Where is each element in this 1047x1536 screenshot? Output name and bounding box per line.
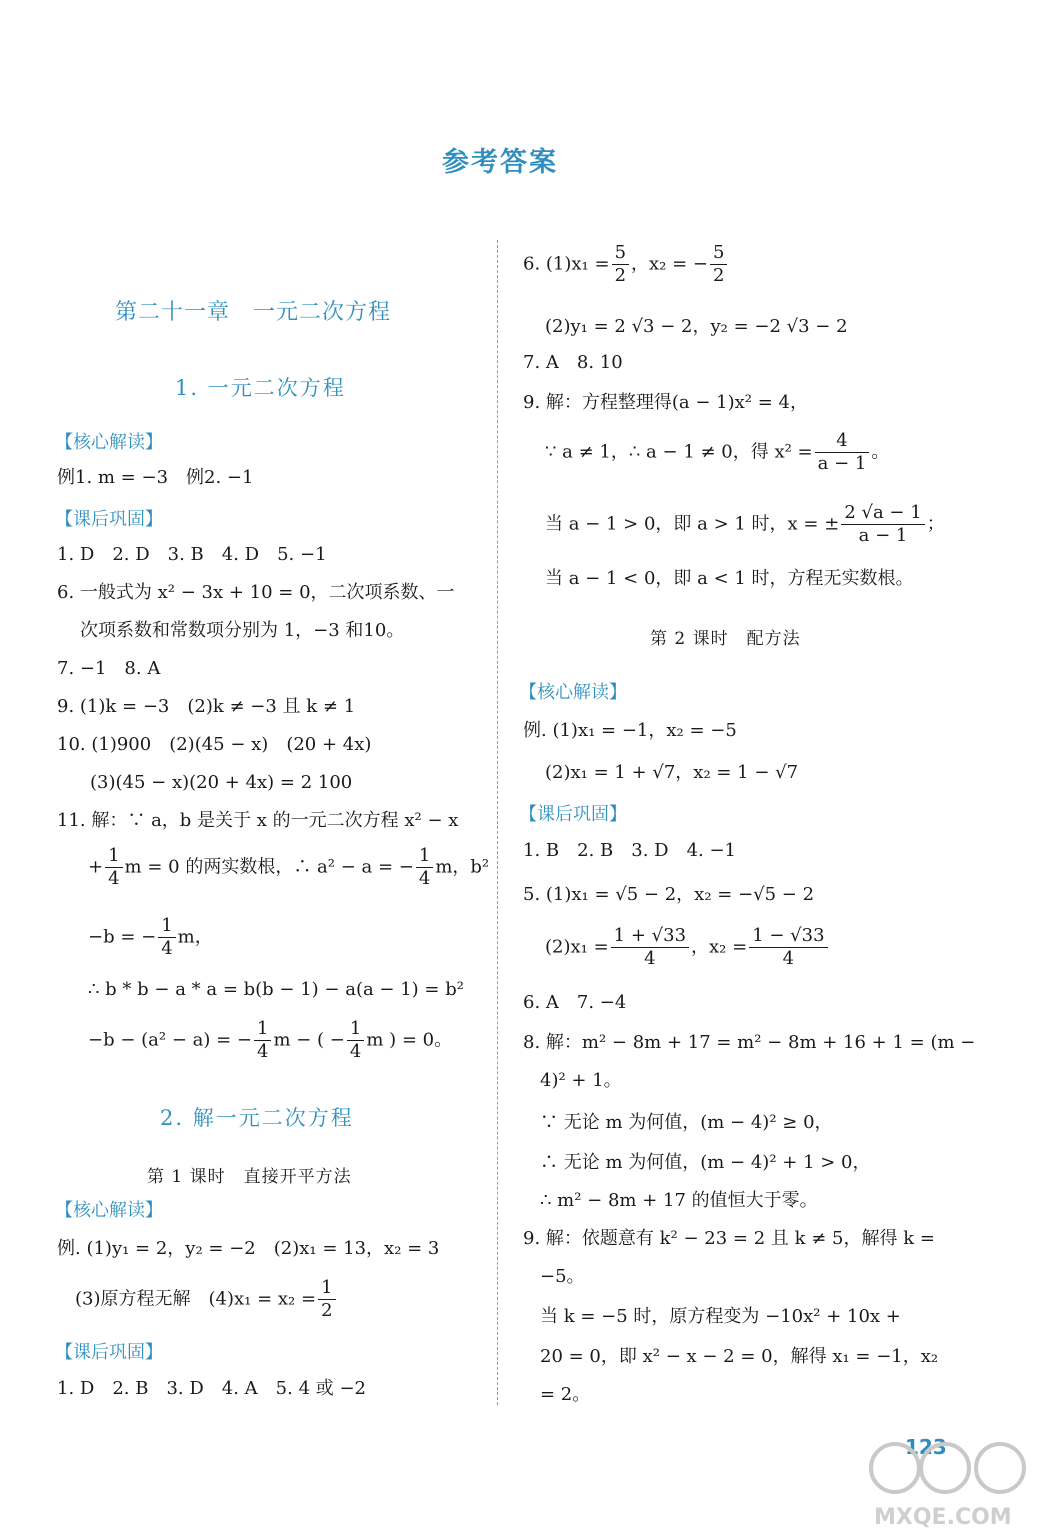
- answer-line: ∴ 无论 m 为何值，(m − 4)² + 1 > 0，: [540, 1152, 871, 1173]
- answer-line: 1. D 2. D 3. B 4. D 5. −1: [57, 544, 327, 565]
- fraction: $\frac{1 + √33}{4}$: [611, 925, 689, 970]
- fraction: $\frac{5}{2}$: [612, 242, 629, 287]
- lesson-heading-1: 第 1 课时 直接开平方法: [147, 1167, 352, 1187]
- answer-line: 7. A 8. 10: [523, 352, 623, 373]
- svg-text:MXQE.COM: MXQE.COM: [874, 1505, 1012, 1530]
- math-text: (2)x₁ =: [545, 936, 609, 958]
- page-title: 参考答案: [442, 147, 558, 178]
- answer-line: (2)x₁ = 1 + √7，x₂ = 1 − √7: [545, 762, 799, 783]
- tag-after-class: 【课后巩固】: [55, 509, 163, 530]
- answer-line: 8. 解：m² − 8m + 17 = m² − 8m + 16 + 1 = (m −: [523, 1032, 976, 1053]
- answer-line: 当 k = −5 时，原方程变为 −10x² + 10x +: [540, 1306, 901, 1327]
- math-text: 当 a − 1 > 0，即 a > 1 时，x = ±: [545, 513, 840, 535]
- answer-line: [545, 925, 830, 970]
- answer-line: −5。: [540, 1266, 585, 1287]
- fraction: $\frac{1}{2}$: [318, 1277, 335, 1322]
- answer-line: [88, 845, 489, 890]
- math-text: m，: [177, 926, 213, 948]
- math-text: −b − (a² − a) = −: [88, 1029, 252, 1051]
- tag-after-class: 【课后巩固】: [55, 1342, 163, 1363]
- math-text: ，x₂ = −: [631, 253, 709, 275]
- fraction: $\frac{1}{4}$: [105, 845, 122, 890]
- answer-line: [88, 1018, 452, 1063]
- fraction: $\frac{4}{a - 1}$: [815, 430, 870, 475]
- answer-line: [545, 430, 889, 475]
- answer-line: 9. (1)k = −3 (2)k ≠ −3 且 k ≠ 1: [57, 696, 356, 717]
- math-text: 。: [871, 441, 890, 463]
- answer-line: [545, 502, 945, 547]
- fraction: $\frac{1}{4}$: [158, 915, 175, 960]
- fraction: $\frac{2 √a - 1}{a - 1}$: [841, 502, 924, 547]
- math-text: 6. (1)x₁ =: [523, 253, 610, 275]
- chapter-heading: 第二十一章 一元二次方程: [115, 300, 392, 325]
- answer-line: = 2。: [540, 1384, 591, 1405]
- math-text: m − ( −: [273, 1029, 345, 1051]
- answer-line: 1. B 2. B 3. D 4. −1: [523, 840, 737, 861]
- page-number: 123: [905, 1435, 947, 1459]
- answer-line: [75, 1277, 338, 1322]
- fraction: $\frac{5}{2}$: [710, 242, 727, 287]
- math-text: ，x₂ =: [691, 936, 748, 958]
- math-text: −b = −: [88, 926, 157, 948]
- answer-line: 5. (1)x₁ = √5 − 2，x₂ = −√5 − 2: [523, 884, 815, 905]
- fraction: $\frac{1}{4}$: [254, 1018, 271, 1063]
- lesson-heading-2: 第 2 课时 配方法: [650, 629, 801, 649]
- fraction: $\frac{1}{4}$: [347, 1018, 364, 1063]
- math-text: m ) = 0。: [366, 1029, 453, 1051]
- answer-line: [523, 242, 729, 287]
- answer-line: 例1. m = −3 例2. −1: [57, 467, 254, 488]
- section-heading-1: 1. 一元二次方程: [175, 376, 346, 400]
- answer-line: 次项系数和常数项分别为 1，−3 和10。: [80, 620, 405, 641]
- tag-core-reading: 【核心解读】: [519, 682, 627, 703]
- answer-line: 11. 解：∵ a，b 是关于 x 的一元二次方程 x² − x: [57, 810, 459, 831]
- watermark-logo: [860, 1440, 1035, 1530]
- answer-line: (3)(45 − x)(20 + 4x) = 2 100: [90, 772, 353, 793]
- answer-line: 10. (1)900 (2)(45 − x) (20 + 4x): [57, 734, 372, 755]
- answer-line: 7. −1 8. A: [57, 658, 161, 679]
- answer-line: ∴ b * b − a * a = b(b − 1) − a(a − 1) = b²: [88, 979, 464, 1000]
- answer-line: 6. 一般式为 x² − 3x + 10 = 0，二次项系数、一: [57, 582, 455, 603]
- math-text: (3)原方程无解 (4)x₁ = x₂ =: [75, 1288, 317, 1310]
- answer-line: [88, 915, 213, 960]
- tag-core-reading: 【核心解读】: [55, 432, 163, 453]
- fraction: $\frac{1}{4}$: [416, 845, 433, 890]
- answer-line: 9. 解：方程整理得(a − 1)x² = 4，: [523, 392, 808, 413]
- tag-core-reading: 【核心解读】: [55, 1200, 163, 1221]
- answer-line: 6. A 7. −4: [523, 992, 627, 1013]
- answer-line: 例. (1)x₁ = −1，x₂ = −5: [523, 720, 737, 741]
- answer-line: ∴ m² − 8m + 17 的值恒大于零。: [540, 1190, 818, 1211]
- watermark-icon: [860, 1440, 1035, 1530]
- column-divider: [497, 240, 498, 1405]
- math-text: m = 0 的两实数根，∴ a² − a = −: [124, 856, 414, 878]
- answer-line: (2)y₁ = 2 √3 − 2，y₂ = −2 √3 − 2: [545, 316, 848, 337]
- answer-line: 例. (1)y₁ = 2，y₂ = −2 (2)x₁ = 13，x₂ = 3: [57, 1238, 440, 1259]
- fraction: $\frac{1 - √33}{4}$: [749, 925, 827, 970]
- math-text: m，b²: [435, 856, 490, 878]
- tag-after-class: 【课后巩固】: [519, 804, 627, 825]
- math-text: +: [88, 856, 104, 878]
- answer-line: 4)² + 1。: [540, 1070, 622, 1091]
- answer-line: 1. D 2. B 3. D 4. A 5. 4 或 −2: [57, 1378, 366, 1399]
- answer-line: 9. 解：依题意有 k² − 23 = 2 且 k ≠ 5，解得 k =: [523, 1228, 935, 1249]
- section-heading-2: 2. 解一元二次方程: [160, 1106, 354, 1130]
- answer-line: 20 = 0，即 x² − x − 2 = 0，解得 x₁ = −1，x₂: [540, 1346, 939, 1367]
- answer-line: ∵ 无论 m 为何值，(m − 4)² ≥ 0，: [540, 1112, 833, 1133]
- math-text: ∵ a ≠ 1，∴ a − 1 ≠ 0，得 x² =: [545, 441, 813, 463]
- answer-line: 当 a − 1 < 0，即 a < 1 时，方程无实数根。: [545, 568, 914, 589]
- math-text: ；: [926, 513, 945, 535]
